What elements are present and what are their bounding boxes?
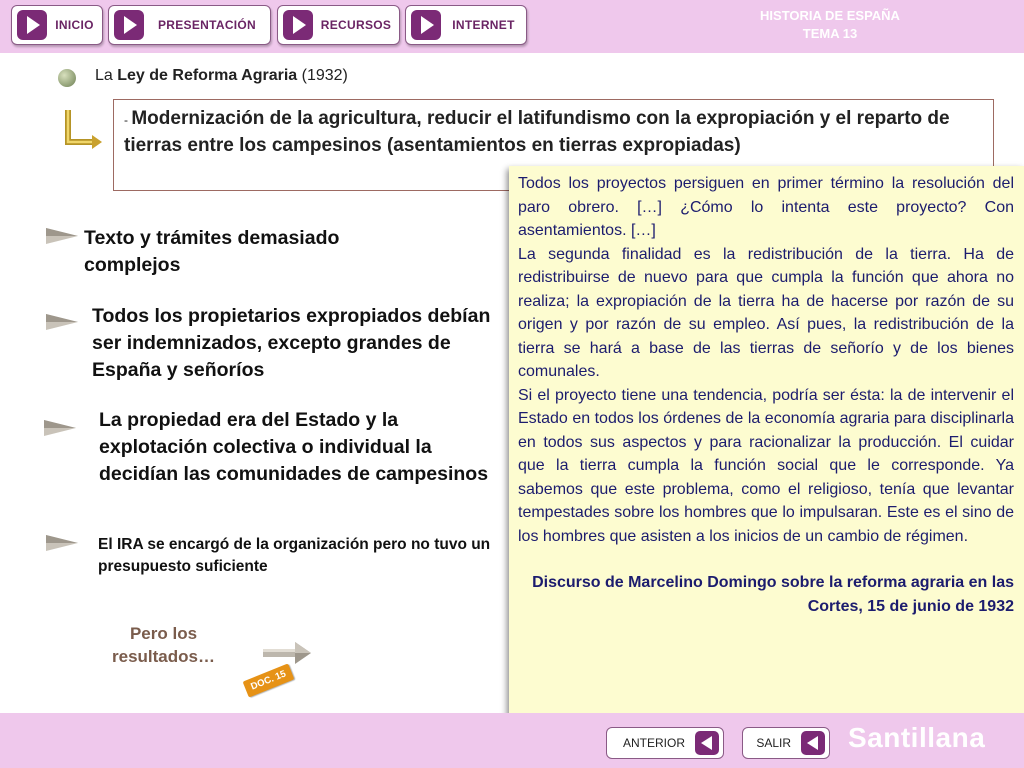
point-4: El IRA se encargó de la organización pero no tuvo un presupuesto suficiente xyxy=(98,536,491,575)
l-arrow-icon xyxy=(62,108,106,152)
doc-tag[interactable]: DOC. 15 xyxy=(243,663,295,697)
definition-text: Modernización de la agricultura, reducir el latifundismo con la expropiación y el reparto de tierras entre los campesinos (asentamientos en tierras expropiadas) xyxy=(124,108,950,156)
nav-presentacion-label: PRESENTACIÓN xyxy=(157,18,257,32)
salir-button[interactable] xyxy=(742,727,830,759)
quote-spacer xyxy=(518,548,1014,571)
quote-paragraph-1: Todos los proyectos persiguen en primer término la resolución del paro obrero. […] ¿Cómo lo intenta este proyecto? Con asentamientos. […] xyxy=(518,175,1014,239)
heading-prefix: La xyxy=(95,67,118,84)
bullet-arrow-icon xyxy=(45,226,79,246)
bullet-arrow-icon xyxy=(45,533,79,553)
back-play-icon xyxy=(801,731,825,755)
salir-label: SALIR xyxy=(756,736,791,750)
document-quote-panel xyxy=(509,166,1024,732)
nav-internet-label: INTERNET xyxy=(452,18,515,32)
bullet-ball-icon xyxy=(58,69,76,87)
point-2: Todos los propietarios expropiados debían ser indemnizados, excepto grandes de España y señoríos xyxy=(92,305,491,381)
heading-year: (1932) xyxy=(297,67,348,84)
anterior-button[interactable] xyxy=(606,727,724,759)
anterior-label: ANTERIOR xyxy=(622,736,685,750)
nav-presentacion-button[interactable] xyxy=(108,5,271,45)
play-icon xyxy=(411,10,441,40)
bullet-arrow-icon xyxy=(45,312,79,332)
play-icon xyxy=(283,10,313,40)
forward-arrow-icon[interactable] xyxy=(262,640,312,666)
nav-recursos-label: RECURSOS xyxy=(320,18,392,32)
quote-paragraph-3: Si el proyecto tiene una tendencia, podría ser ésta: la de intervenir el Estado en todos los órdenes de la economía agraria para disciplinarla en todos sus aspectos y para racionalizar la producción. El cuidar que la tierra cumpla la función social que le corresponde. Ya sabemos que este problema, como el religioso, tenía que levantar tempestades sobre los hombres que lo impulsaran. Este es el sino de los hombres que asisten a los inicios de un cambio de régimen. xyxy=(518,386,1014,545)
course-title xyxy=(730,7,930,43)
definition-dash: - xyxy=(124,113,132,127)
nav-inicio-label: INICIO xyxy=(55,18,94,32)
point-3: La propiedad era del Estado y la explotación colectiva o individual la decidían las comunidades de campesinos xyxy=(99,409,489,485)
nav-internet-button[interactable] xyxy=(405,5,527,45)
course-title-line2: TEMA 13 xyxy=(802,26,858,41)
quote-source: Discurso de Marcelino Domingo sobre la reforma agraria en las Cortes, 15 de junio de 1932 xyxy=(532,574,1014,615)
quote-paragraph-2: La segunda finalidad es la redistribución de la tierra. Ha de redistribuirse de nuevo para que cumpla la función que ahora no realiza; la expropiación de la tierra ha de hacerse por razón de su origen y por razón de su empleo. Así pues, la redistribución de la tierra se hará a base de las tierras de señorío y de los bienes comunales. xyxy=(518,245,1014,380)
play-icon xyxy=(114,10,144,40)
nav-recursos-button[interactable] xyxy=(277,5,400,45)
results-text: Pero los resultados… xyxy=(112,624,215,666)
course-title-line1: HISTORIA DE ESPAÑA xyxy=(760,8,900,23)
back-play-icon xyxy=(695,731,719,755)
nav-inicio-button[interactable] xyxy=(11,5,103,45)
brand-logo: Santillana xyxy=(848,722,986,753)
heading-law-name: Ley de Reforma Agraria xyxy=(117,67,298,84)
bullet-arrow-icon xyxy=(43,418,77,438)
point-1: Texto y trámites demasiado complejos xyxy=(84,227,340,276)
page-heading xyxy=(95,67,348,85)
play-icon xyxy=(17,10,47,40)
